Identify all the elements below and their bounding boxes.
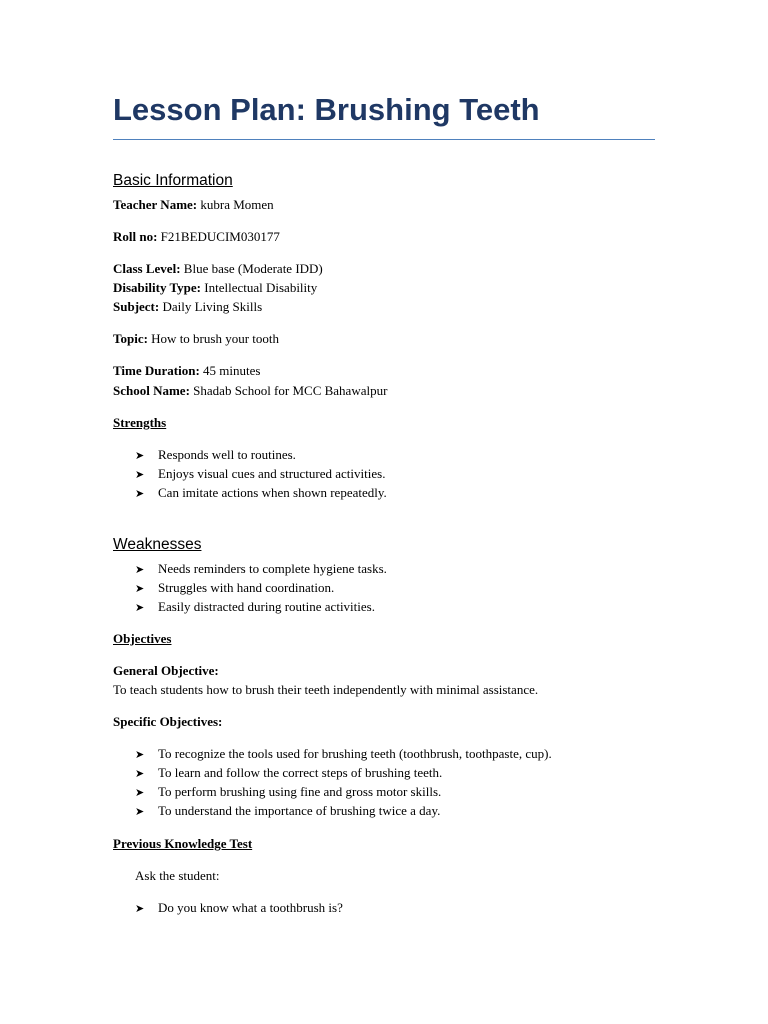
basic-information-heading: Basic Information — [113, 172, 233, 189]
subject-value: Daily Living Skills — [162, 299, 263, 314]
previous-knowledge-heading: Previous Knowledge Test — [113, 836, 253, 851]
arrowhead-bullet-icon: ➤ — [135, 902, 145, 915]
arrowhead-bullet-icon: ➤ — [135, 563, 145, 576]
topic-value: How to brush your tooth — [151, 331, 280, 346]
time-duration-line — [113, 363, 260, 379]
arrowhead-bullet-icon: ➤ — [135, 767, 145, 780]
arrowhead-bullet-icon: ➤ — [135, 748, 145, 761]
school-name-value: Shadab School for MCC Bahawalpur — [193, 383, 388, 398]
time-duration-label: Time Duration: — [113, 363, 200, 378]
list-item: ➤ To recognize the tools used for brushing teeth (toothbrush, toothpaste, cup). — [135, 746, 552, 761]
roll-no-label: Roll no: — [113, 229, 158, 244]
list-item: ➤ Do you know what a toothbrush is? — [135, 900, 343, 915]
list-item: ➤ To perform brushing using fine and gross motor skills. — [135, 784, 442, 799]
school-name-line — [113, 383, 387, 399]
arrowhead-bullet-icon: ➤ — [135, 601, 145, 614]
list-item: ➤ Enjoys visual cues and structured activities. — [135, 466, 386, 481]
list-item: ➤ To learn and follow the correct steps of brushing teeth. — [135, 765, 443, 780]
arrowhead-bullet-icon: ➤ — [135, 487, 145, 500]
weaknesses-heading: Weaknesses — [113, 536, 202, 553]
specific-objectives-label: Specific Objectives: — [113, 714, 223, 729]
list-item: ➤ Struggles with hand coordination. — [135, 580, 335, 595]
disability-type-line — [113, 280, 317, 296]
teacher-name-label: Teacher Name: — [113, 197, 198, 212]
list-item: ➤ Responds well to routines. — [135, 447, 296, 462]
teacher-name-value: kubra Momen — [200, 197, 274, 212]
strengths-heading: Strengths — [113, 415, 167, 430]
disability-type-value: Intellectual Disability — [204, 280, 318, 295]
disability-type-label: Disability Type: — [113, 280, 202, 295]
arrowhead-bullet-icon: ➤ — [135, 786, 145, 799]
class-level-line — [113, 261, 323, 277]
school-name-label: School Name: — [113, 383, 190, 398]
general-objective-label: General Objective: — [113, 663, 219, 678]
roll-no-value: F21BEDUCIM030177 — [160, 229, 280, 244]
subject-line — [113, 299, 262, 315]
objectives-heading: Objectives — [113, 631, 172, 646]
title-underline-rule — [113, 139, 655, 140]
general-objective-text: To teach students how to brush their teeth independently with minimal assistance. — [113, 682, 539, 697]
teacher-name-line — [113, 197, 274, 213]
time-duration-value: 45 minutes — [203, 363, 261, 378]
class-level-label: Class Level: — [113, 261, 181, 276]
list-item: ➤ Easily distracted during routine activities. — [135, 599, 375, 614]
ask-student-text: Ask the student: — [135, 868, 220, 883]
topic-label: Topic: — [113, 331, 148, 346]
arrowhead-bullet-icon: ➤ — [135, 582, 145, 595]
arrowhead-bullet-icon: ➤ — [135, 468, 145, 481]
subject-label: Subject: — [113, 299, 160, 314]
arrowhead-bullet-icon: ➤ — [135, 805, 145, 818]
list-item: ➤ To understand the importance of brushing twice a day. — [135, 803, 441, 818]
topic-line — [113, 331, 279, 347]
class-level-value: Blue base (Moderate IDD) — [183, 261, 323, 276]
list-item: ➤ Can imitate actions when shown repeatedly. — [135, 485, 387, 500]
roll-no-line — [113, 229, 280, 245]
arrowhead-bullet-icon: ➤ — [135, 449, 145, 462]
list-item: ➤ Needs reminders to complete hygiene tasks. — [135, 561, 387, 576]
page-title: Lesson Plan: Brushing Teeth — [113, 92, 540, 127]
